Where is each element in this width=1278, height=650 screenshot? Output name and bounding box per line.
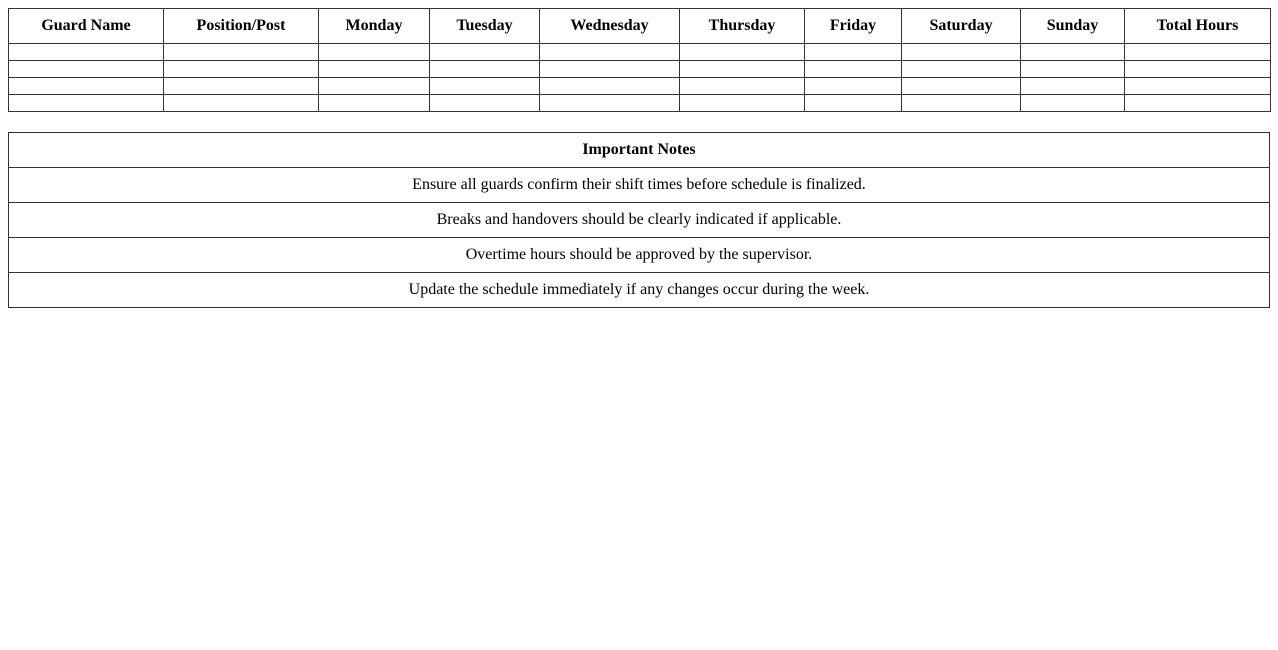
- table-cell[interactable]: [430, 78, 540, 95]
- list-item: [9, 238, 1270, 273]
- table-cell[interactable]: [902, 61, 1021, 78]
- table-cell[interactable]: [319, 44, 430, 61]
- column-header-guard-name: Guard Name: [9, 9, 164, 44]
- column-header-monday: Monday: [319, 9, 430, 44]
- table-cell[interactable]: [1021, 44, 1125, 61]
- table-cell[interactable]: [1125, 95, 1271, 112]
- table-cell[interactable]: [680, 95, 805, 112]
- note-overtime-approval: Overtime hours should be approved by the supervisor.: [9, 238, 1270, 273]
- column-header-tuesday: Tuesday: [430, 9, 540, 44]
- column-header-saturday: Saturday: [902, 9, 1021, 44]
- table-cell[interactable]: [680, 44, 805, 61]
- table-cell[interactable]: [902, 44, 1021, 61]
- table-cell[interactable]: [164, 61, 319, 78]
- table-cell[interactable]: [540, 95, 680, 112]
- table-cell[interactable]: [430, 61, 540, 78]
- list-item: [9, 168, 1270, 203]
- table-cell[interactable]: [9, 95, 164, 112]
- table-cell[interactable]: [805, 44, 902, 61]
- table-cell[interactable]: [319, 78, 430, 95]
- table-row: [9, 44, 1271, 61]
- note-confirm-shift-times: Ensure all guards confirm their shift times before schedule is finalized.: [9, 168, 1270, 203]
- table-cell[interactable]: [1021, 95, 1125, 112]
- guard-schedule-table: [8, 8, 1271, 112]
- table-cell[interactable]: [1021, 78, 1125, 95]
- column-header-wednesday: Wednesday: [540, 9, 680, 44]
- table-cell[interactable]: [430, 44, 540, 61]
- column-header-sunday: Sunday: [1021, 9, 1125, 44]
- table-cell[interactable]: [9, 44, 164, 61]
- table-cell[interactable]: [319, 61, 430, 78]
- table-cell[interactable]: [805, 95, 902, 112]
- list-item: [9, 203, 1270, 238]
- note-breaks-handovers: Breaks and handovers should be clearly indicated if applicable.: [9, 203, 1270, 238]
- table-cell[interactable]: [164, 95, 319, 112]
- table-cell[interactable]: [540, 61, 680, 78]
- table-cell[interactable]: [902, 95, 1021, 112]
- table-cell[interactable]: [319, 95, 430, 112]
- table-cell[interactable]: [430, 95, 540, 112]
- table-cell[interactable]: [1125, 44, 1271, 61]
- column-header-position-post: Position/Post: [164, 9, 319, 44]
- table-cell[interactable]: [1125, 61, 1271, 78]
- notes-title: Important Notes: [9, 133, 1270, 168]
- table-cell[interactable]: [805, 78, 902, 95]
- column-header-thursday: Thursday: [680, 9, 805, 44]
- table-cell[interactable]: [9, 78, 164, 95]
- table-cell[interactable]: [540, 44, 680, 61]
- important-notes-table: [8, 132, 1270, 308]
- column-header-total-hours: Total Hours: [1125, 9, 1271, 44]
- table-row: [9, 78, 1271, 95]
- table-cell[interactable]: [680, 61, 805, 78]
- table-cell[interactable]: [540, 78, 680, 95]
- table-cell[interactable]: [9, 61, 164, 78]
- table-row: [9, 95, 1271, 112]
- notes-header-row: [9, 133, 1270, 168]
- column-header-friday: Friday: [805, 9, 902, 44]
- table-cell[interactable]: [902, 78, 1021, 95]
- table-cell[interactable]: [164, 78, 319, 95]
- table-header-row: [9, 9, 1271, 44]
- table-cell[interactable]: [805, 61, 902, 78]
- table-cell[interactable]: [680, 78, 805, 95]
- note-update-schedule: Update the schedule immediately if any changes occur during the week.: [9, 273, 1270, 308]
- table-cell[interactable]: [164, 44, 319, 61]
- table-cell[interactable]: [1125, 78, 1271, 95]
- table-cell[interactable]: [1021, 61, 1125, 78]
- table-row: [9, 61, 1271, 78]
- list-item: [9, 273, 1270, 308]
